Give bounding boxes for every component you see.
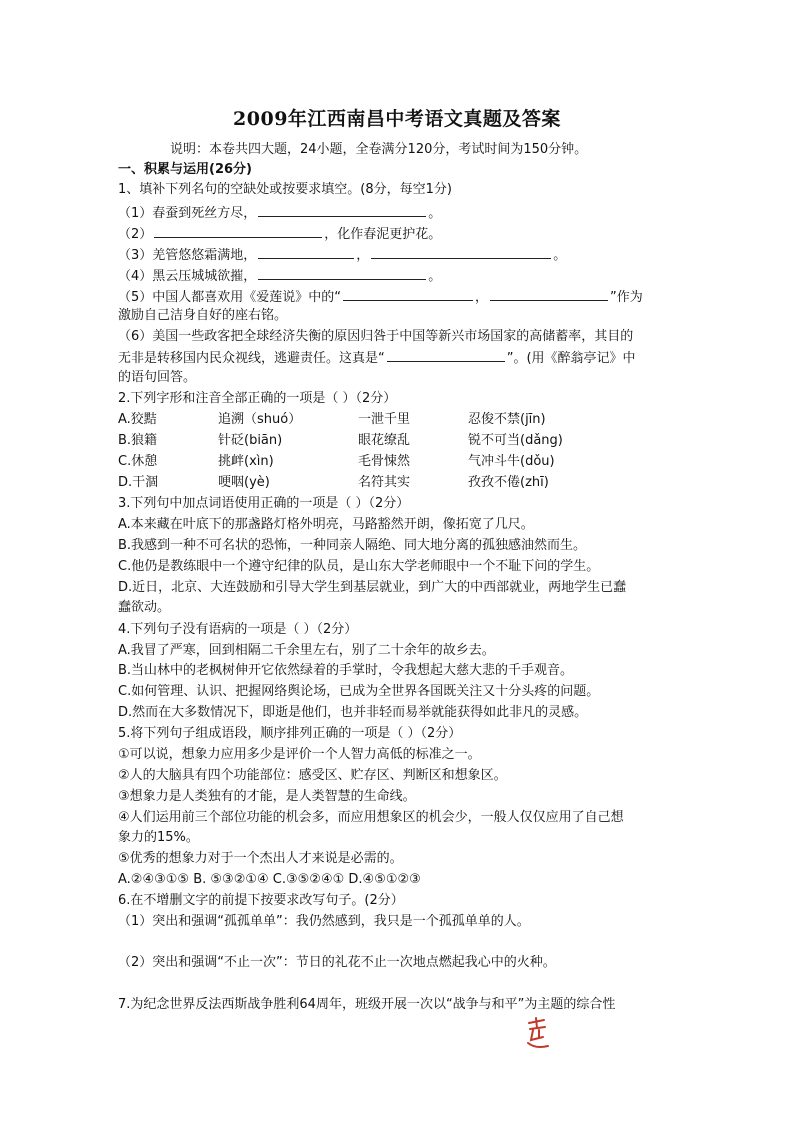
answer-blank [343,286,473,301]
sentence-4: ④人们运用前三个部位功能的机会多，而应用想象区的机会少，一般人仅仅应用了自己想 [118,810,624,825]
question-1-item-5: （5）中国人都喜欢用《爱莲说》中的“ ， ”作为 [118,286,678,308]
question-7-stem: 7.为纪念世界反法西斯战争胜利64周年，班级开展一次以“战争与和平”为主题的综合性 [118,997,616,1012]
question-5-options: A.②④③①⑤ B. ⑤③②①④ C.③⑤②④① D.④⑤①②③ [118,872,421,887]
sentence-5: ⑤优秀的想象力对于一个杰出人才来说是必需的。 [118,851,403,866]
question-5-stem: 5.将下列句子组成语段，顺序排列正确的一项是（ ）（2分） [118,726,462,741]
sentence-3: ③想象力是人类独有的才能，是人类智慧的生命线。 [118,789,416,804]
option-a: A.本来藏在叶底下的那盏路灯格外明亮，马路豁然开朗，像拓宽了几尺。 [118,517,534,532]
document-page: 2009年江西南昌中考语文真题及答案 说明：本卷共四大题，24小题，全卷满分120分，考试时间为150分钟。 一、积累与运用(26分) 1、填补下列名句的空缺处或按要求填空。(8分，每空1分) （1）春蚕到死丝方尽， 。 （2） ，化作春泥更护花。 （3）羌管悠悠霜满地， ， 。 （4）黑云压城城欲摧， 。 （5）中国人都喜欢用《爱莲说》中的“ ， ”作为 激励自己洁身自好的座右铭。 （6）美国一些政客把全球经济失衡的原因归咎于中国等新兴市场国家的高储蓄率，其目的 无非是转移国内民众视线，逃避责任。这真是“ ”。(用《醉翁亭记》中 的语句回答。 2.下列字形和注音全部正确的一项是（ ）（2分） A.狡黠 追溯（shuó） 一泄千里 忍俊不禁(jīn) B.狼籍 针砭(biān) 眼花缭乱 锐不可当(dǎng) C.休憩 挑衅(xìn) 毛骨悚然 气冲斗牛(dǒu) D.干涸 哽咽(yè) 名符其实 孜孜不倦(zhī) 3.下列句中加点词语使用正确的一项是（ ）（2分） A.本来藏在叶底下的那盏路灯格外明亮，马路豁然开朗，像拓宽了几尺。 B.我感到一种不可名状的恐怖，一种同亲人隔绝、同大地分离的孤独感油然而生。 C.他仍是教练眼中一个遵守纪律的队员，是山东大学老师眼中一个不耻下问的学生。 D.近日，北京、大连鼓励和引导大学生到基层就业，到广大的中西部就业，两地学生已蠢 蠢欲动。 4.下列句子没有语病的一项是（ ）（2分） A.我冒了严寒，回到相隔二千余里左右，别了二十余年的故乡去。 B.当山林中的老枫树伸开它依然绿着的手掌时，令我想起大慈大悲的千手观音。 C.如何管理、认识、把握网络舆论场，已成为全世界各国既关注又十分头疼的问题。 D.然而在大多数情况下，即逝是他们，也并非轻而易举就能获得如此非凡的灵感。 5.将下列句子组成语段，顺序排列正确的一项是（ ）（2分） ①可以说，想象力应用多少是评价一个人智力高低的标准之一。 ②人的大脑具有四个功能部位：感受区、贮存区、判断区和想象区。 ③想象力是人类独有的才能，是人类智慧的生命线。 ④人们运用前三个部位功能的机会多，而应用想象区的机会少，一般人仅仅应用了自己想 象力的15%。 ⑤优秀的想象力对于一个杰出人才来说是必需的。 A.②④③①⑤ B. ⑤③②①④ C.③⑤②④① D.④⑤①②③ 6.在不增删文字的前提下按要求改写句子。(2分） （1）突出和强调“孤孤单单”：我仍然感到，我只是一个孤孤单单的人。 （2）突出和强调“不止一次”：节日的礼花不止一次地点燃起我心中的火种。 7.为纪念世界反法西斯战争胜利64周年，班级开展一次以“战争与和平”为主题的综合性 [0,0,794,1123]
answer-blank [371,244,551,259]
question-3-stem: 3.下列句中加点词语使用正确的一项是（ ）（2分） [118,496,410,511]
option-a: A.我冒了严寒，回到相隔二千余里左右，别了二十余年的故乡去。 [118,643,495,658]
question-1-item-6-end: 的语句回答。 [118,370,197,385]
question-1-item-3: （3）羌管悠悠霜满地， ， 。 [118,244,678,266]
answer-blank [258,244,354,259]
question-2-stem: 2.下列字形和注音全部正确的一项是（ ）（2分） [118,391,397,406]
sentence-1: ①可以说，想象力应用多少是评价一个人智力高低的标准之一。 [118,747,481,762]
question-1-item-2: （2） ，化作春泥更护花。 [118,223,678,245]
question-4-stem: 4.下列句子没有语病的一项是（ ）（2分） [118,622,358,637]
option-b: B.我感到一种不可名状的恐怖，一种同亲人隔绝、同大地分离的孤独感油然而生。 [118,538,587,553]
sentence-4-cont: 象力的15%。 [118,830,199,845]
question-6-item-1: （1）突出和强调“孤孤单单”：我仍然感到，我只是一个孤孤单单的人。 [118,914,530,929]
question-1-stem: 1、填补下列名句的空缺处或按要求填空。(8分，每空1分) [118,182,452,197]
question-1-item-6-cont: 无非是转移国内民众视线，逃避责任。这真是“ ”。(用《醉翁亭记》中 [118,347,678,369]
document-title: 2009年江西南昌中考语文真题及答案 [233,108,561,130]
question-1-item-1: （1）春蚕到死丝方尽， 。 [118,202,678,224]
sentence-2: ②人的大脑具有四个功能部位：感受区、贮存区、判断区和想象区。 [118,768,507,783]
question-6-item-2: （2）突出和强调“不止一次”：节日的礼花不止一次地点燃起我心中的火种。 [118,955,556,970]
answer-blank [258,265,426,280]
answer-blank [154,223,322,238]
question-1-item-6: （6）美国一些政客把全球经济失衡的原因归咎于中国等新兴市场国家的高储蓄率，其目的 [118,329,634,344]
option-d: D.近日，北京、大连鼓励和引导大学生到基层就业，到广大的中西部就业，两地学生已蠢 [118,580,627,595]
question-1-item-5-cont: 激励自己洁身自好的座右铭。 [118,308,288,323]
option-d: D.然而在大多数情况下，即逝是他们，也并非轻而易举就能获得如此非凡的灵感。 [118,705,588,720]
section-heading: 一、积累与运用(26分) [118,162,252,177]
option-b: B.当山林中的老枫树伸开它依然绿着的手掌时，令我想起大慈大悲的千手观音。 [118,663,574,678]
option-c: C.他仍是教练眼中一个遵守纪律的队员，是山东大学老师眼中一个不耻下问的学生。 [118,559,600,574]
exam-note: 说明：本卷共四大题，24小题，全卷满分120分，考试时间为150分钟。 [170,142,588,157]
seal-stamp-icon [524,1016,550,1050]
question-6-stem: 6.在不增删文字的前提下按要求改写句子。(2分） [118,893,404,908]
answer-blank [258,202,426,217]
answer-blank [387,347,505,362]
answer-blank [490,286,608,301]
question-1-item-4: （4）黑云压城城欲摧， 。 [118,265,678,287]
option-d-cont: 蠢欲动。 [118,600,171,615]
option-c: C.如何管理、认识、把握网络舆论场，已成为全世界各国既关注又十分头疼的问题。 [118,684,600,699]
